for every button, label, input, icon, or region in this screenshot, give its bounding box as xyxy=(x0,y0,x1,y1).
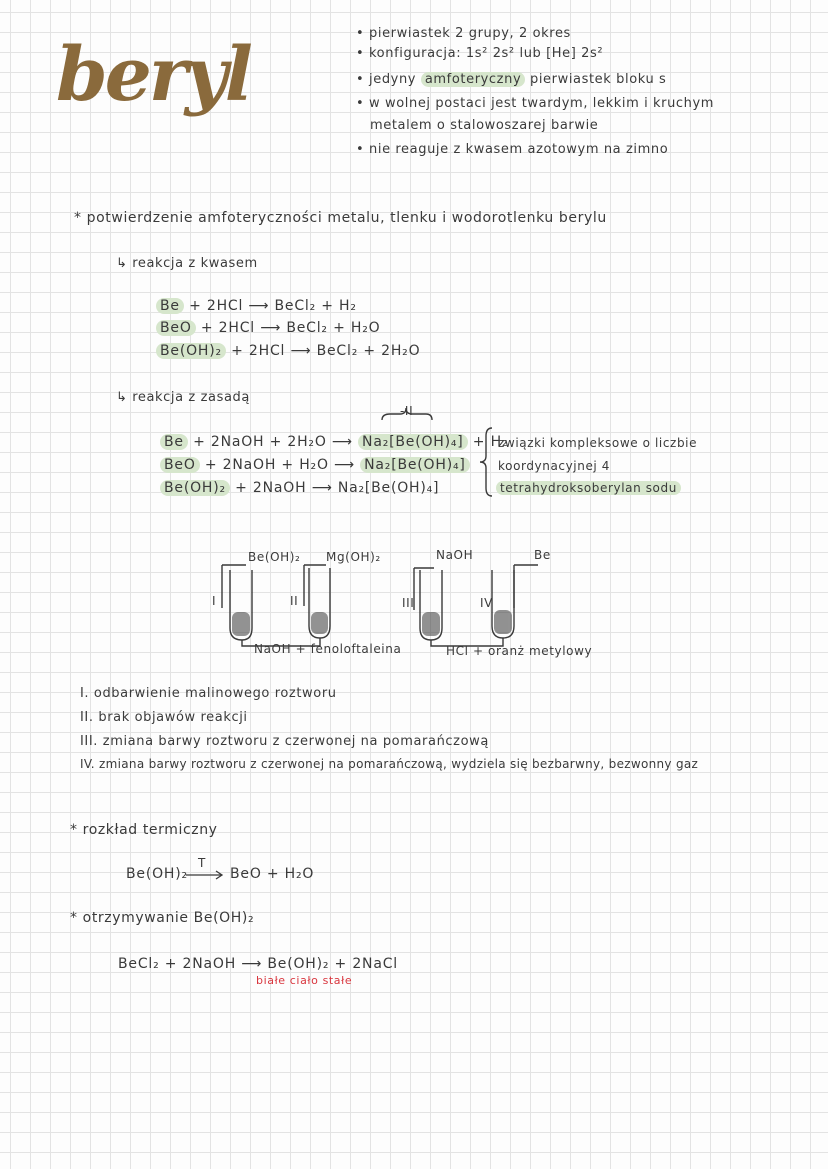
thermal-reaction-left: Be(OH)₂ xyxy=(126,866,188,882)
observation-item: IV. zmiana barwy roztworu z czerwonej na pomarańczową, wydziela się bezbarwny, bezwonny gaz xyxy=(80,757,699,771)
fact-item: • pierwiastek 2 grupy, 2 okres xyxy=(356,26,571,41)
tube-label: Mg(OH)₂ xyxy=(326,550,381,564)
tube-label: NaOH xyxy=(436,548,474,562)
observation-item: III. zmiana barwy roztworu z czerwonej na pomarańczową xyxy=(80,734,489,749)
observation-item: I. odbarwienie malinowego roztworu xyxy=(80,686,337,701)
page-title: beryl xyxy=(56,32,250,118)
precipitate-note: białe ciało stałe xyxy=(256,974,353,987)
fact-item: • nie reaguje z kwasem azotowym na zimno xyxy=(356,142,669,157)
tube-number: IV xyxy=(480,596,493,610)
complex-note-line1: związki kompleksowe o liczbie xyxy=(498,436,698,450)
reagent-right: HCl + oranż metylowy xyxy=(446,644,593,658)
fact-item: • w wolnej postaci jest twardym, lekkim i kruchym xyxy=(356,96,715,111)
tube-number: I xyxy=(212,594,217,608)
complex-note-line2: koordynacyjnej 4 xyxy=(498,459,611,473)
tube-label: Be xyxy=(534,548,551,562)
arrow-label: T xyxy=(198,856,206,870)
thermal-reaction-right: BeO + H₂O xyxy=(230,866,315,882)
reaction-line: BeO + 2NaOH + H₂O ⟶ Na₂[Be(OH)₄] xyxy=(160,457,470,473)
charge-mark: -II xyxy=(400,404,414,418)
fact-item: • jedyny amfoteryczny pierwiastek bloku s xyxy=(356,72,667,87)
acid-reaction-label: ↳ reakcja z kwasem xyxy=(116,256,258,271)
base-reaction-label: ↳ reakcja z zasadą xyxy=(116,390,250,405)
reaction-line: Be(OH)₂ + 2HCl ⟶ BeCl₂ + 2H₂O xyxy=(156,343,420,359)
section-heading-amphoteric: * potwierdzenie amfoteryczności metalu, tlenku i wodorotlenku berylu xyxy=(74,210,607,226)
fact-item-continued: metalem o stalowoszarej barwie xyxy=(370,118,599,133)
tube-number: III xyxy=(402,596,415,610)
reaction-line: BeO + 2HCl ⟶ BeCl₂ + H₂O xyxy=(156,320,380,336)
tube-label: Be(OH)₂ xyxy=(248,550,301,564)
fact-item: • konfiguracja: 1s² 2s² lub [He] 2s² xyxy=(356,46,604,61)
observation-item: II. brak objawów reakcji xyxy=(80,710,248,725)
section-heading-preparation: * otrzymywanie Be(OH)₂ xyxy=(70,910,255,926)
reaction-line: Be(OH)₂ + 2NaOH ⟶ Na₂[Be(OH)₄] xyxy=(160,480,439,496)
section-heading-thermal: * rozkład termiczny xyxy=(70,822,218,838)
reagent-left: NaOH + fenoloftaleina xyxy=(254,642,402,656)
tube-number: II xyxy=(290,594,299,608)
reaction-line: Be + 2NaOH + 2H₂O ⟶ Na₂[Be(OH)₄] + H₂ xyxy=(160,434,508,450)
highlight-amphoteric: amfoteryczny xyxy=(421,72,525,87)
reaction-line: Be + 2HCl ⟶ BeCl₂ + H₂ xyxy=(156,298,357,314)
preparation-reaction: BeCl₂ + 2NaOH ⟶ Be(OH)₂ + 2NaCl xyxy=(118,956,398,972)
complex-name: tetrahydroksoberylan sodu xyxy=(496,481,681,495)
